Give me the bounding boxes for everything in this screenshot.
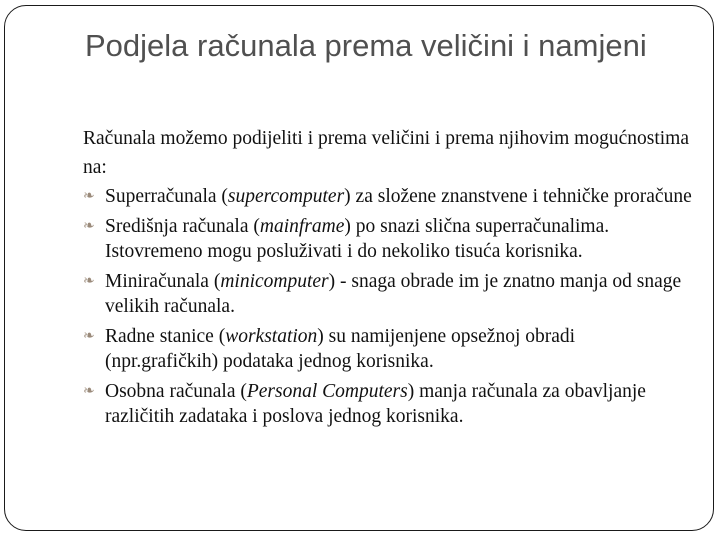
bullet-text-after: ) - snaga obrade im je znatno manja od snage velikih računala. bbox=[105, 271, 682, 317]
bullet-text-after: ) manja računala za obavljanje različitih zadataka i poslova jednog korisnika. bbox=[105, 381, 646, 427]
bullet-text-before: Radne stanice ( bbox=[105, 326, 226, 347]
leaf-bullet-icon: ❧ bbox=[83, 189, 95, 204]
list-item bbox=[83, 324, 693, 374]
bullet-term: Personal Computers bbox=[246, 381, 408, 402]
slide-title: Podjela računala prema veličini i namjeni bbox=[85, 28, 647, 63]
bullet-term: workstation bbox=[225, 326, 318, 347]
bullet-term: supercomputer bbox=[227, 186, 345, 207]
list-item bbox=[83, 214, 693, 264]
bullet-text-before: Osobna računala ( bbox=[105, 381, 247, 402]
intro-text: Računala možemo podijeliti i prema veličini i prema njihovim mogućnostima na: bbox=[83, 128, 689, 178]
list-item bbox=[83, 379, 693, 429]
bullet-text-after: ) za složene znanstvene i tehničke proračune bbox=[344, 186, 692, 207]
bullet-text-before: Središnja računala ( bbox=[105, 216, 260, 237]
bullet-text-after: ) su namijenjene opsežnoj obradi (npr.grafičkih) podataka jednog korisnika. bbox=[105, 326, 576, 372]
slide-body bbox=[83, 124, 693, 434]
list-item bbox=[83, 184, 693, 209]
bullet-list bbox=[83, 184, 693, 429]
bullet-term: minicomputer bbox=[220, 271, 329, 292]
list-item bbox=[83, 269, 693, 319]
bullet-text-after: ) po snazi slična superračunalima. Istovremeno mogu posluživati i do nekoliko tisuća korisnika. bbox=[105, 216, 610, 262]
leaf-bullet-icon: ❧ bbox=[83, 329, 95, 344]
leaf-bullet-icon: ❧ bbox=[83, 274, 95, 289]
leaf-bullet-icon: ❧ bbox=[83, 384, 95, 399]
bullet-text-before: Miniračunala ( bbox=[105, 271, 221, 292]
leaf-bullet-icon: ❧ bbox=[83, 219, 95, 234]
slide-frame bbox=[4, 5, 714, 531]
bullet-term: mainframe bbox=[259, 216, 345, 237]
bullet-text-before: Superračunala ( bbox=[105, 186, 228, 207]
